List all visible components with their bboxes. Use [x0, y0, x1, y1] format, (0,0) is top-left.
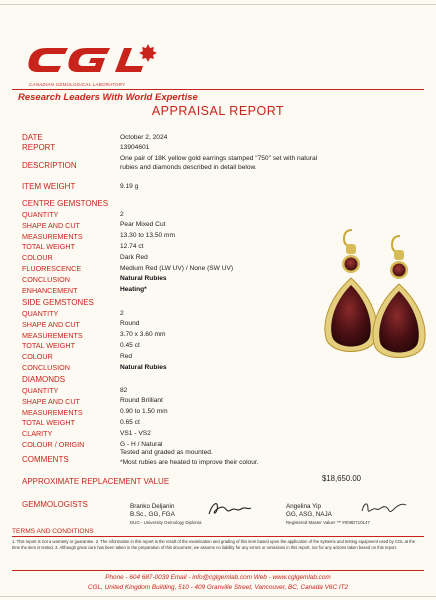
comments-line-1: Tested and graded as mounted. [120, 449, 213, 456]
centre-gemstones-heading: CENTRE GEMSTONES [22, 199, 109, 208]
centre-label-7: ENHANCEMENT [22, 285, 78, 295]
centre-value-2: 13.30 to 13.50 mm [120, 232, 175, 240]
gemmologists-label: GEMMOLOGISTS [22, 500, 88, 509]
centre-value-4: Dark Red [120, 253, 148, 261]
gemmologist-1-credentials: B.Sc., GG, FGA [130, 511, 175, 518]
report-number-label: REPORT [22, 143, 56, 152]
centre-value-3: 12.74 ct [120, 242, 144, 250]
centre-label-3: TOTAL WEIGHT [22, 242, 75, 252]
signature-2-icon [358, 497, 410, 519]
centre-label-2: MEASUREMENTS [22, 231, 83, 241]
signature-1-icon [205, 498, 253, 520]
diamond-value-5: G - H / Natural [120, 440, 163, 448]
footer-rule-top [12, 570, 424, 571]
diamonds-heading: DIAMONDS [22, 375, 66, 384]
lab-name: CANADIAN GEMOLOGICAL LABORATORY [29, 82, 126, 87]
gemmologist-2-note: Registered Master Valuer ™ #009D710147 [286, 520, 370, 525]
replacement-value-label: APPROXIMATE REPLACEMENT VALUE [22, 477, 170, 486]
tagline: Research Leaders With World Expertise [18, 92, 198, 103]
item-weight-value: 9.19 g [120, 183, 139, 190]
report-title: APPRAISAL REPORT [151, 104, 285, 118]
earrings-photo [318, 226, 428, 392]
centre-value-7: Heating* [120, 286, 147, 294]
side-value-2: 3.70 x 3.60 mm [120, 331, 166, 339]
cgl-logo [26, 42, 176, 84]
centre-label-6: CONCLUSION [22, 274, 70, 284]
diamond-label-4: CLARITY [22, 429, 53, 439]
terms-text: 1. This report is not a warranty or guarantee. 2. The information in this report is the result of the examination and grading of this item based upon the application of the systems and testing equipment used by CGL at the time the item is tested. 3. Although great care has been taken in the preparation of this document, we assume no liability for any errors or omissions in this report, nor for any actions taken based on this report. [12, 539, 416, 550]
centre-label-5: FLUORESCENCE [22, 264, 82, 273]
side-label-5: CONCLUSION [22, 363, 70, 372]
diamond-value-0: 82 [120, 386, 128, 394]
side-label-0: QUANTITY [22, 309, 59, 318]
description-value: One pair of 18K yellow gold earrings stamped "750" set with natural rubies and diamonds described in detail below. [120, 155, 318, 171]
centre-value-1: Pear Mixed Cut [120, 221, 166, 229]
gemmologist-2-name: Angelina Yip [286, 503, 322, 510]
centre-value-0: 2 [120, 210, 124, 218]
side-label-3: TOTAL WEIGHT [22, 341, 75, 351]
centre-label-4: COLOUR [22, 253, 53, 263]
diamond-value-2: 0.90 to 1.50 mm [120, 408, 168, 416]
report-number-value: 13904601 [120, 144, 150, 151]
bottom-border-line [0, 596, 436, 597]
side-value-1: Round [120, 320, 140, 328]
comments-label: COMMENTS [22, 455, 69, 464]
date-label: DATE [22, 133, 43, 142]
top-border-line [0, 4, 436, 5]
diamond-label-5: COLOUR / ORIGIN [22, 440, 85, 449]
terms-rule [12, 536, 424, 537]
diamond-label-2: MEASUREMENTS [22, 407, 83, 417]
diamond-label-3: TOTAL WEIGHT [22, 418, 75, 428]
side-label-1: SHAPE AND CUT [22, 319, 80, 329]
comments-line-2: *Most rubies are heated to improve their colour. [120, 459, 259, 466]
centre-value-5: Medium Red (LW UV) / None (SW UV) [120, 264, 234, 272]
side-value-5: Natural Rubies [120, 363, 167, 371]
centre-label-1: SHAPE AND CUT [22, 220, 80, 230]
centre-label-0: QUANTITY [22, 210, 59, 219]
side-label-2: MEASUREMENTS [22, 330, 83, 340]
footer-address: CGL, United Kingdom Building, 510 - 409 Granville Street, Vancouver, BC, Canada V6C IT2 [87, 584, 349, 591]
tagline-rule [12, 89, 424, 90]
diamond-value-3: 0.65 ct [120, 418, 140, 426]
footer-contact: Phone - 604 687-0039 Email - info@cglgemlab.com Web - www.cglgemlab.com [105, 574, 331, 581]
gemmologist-1 [130, 503, 202, 527]
side-gemstones-heading: SIDE GEMSTONES [22, 298, 94, 307]
gemmologist-1-name: Branko Deljanin [130, 503, 175, 510]
tagline-area [12, 89, 424, 103]
diamond-value-4: VS1 - VS2 [120, 429, 151, 437]
terms-title: TERMS AND CONDITIONS [12, 528, 94, 535]
replacement-value: $18,650.00 [322, 474, 362, 483]
gemmologist-2-credentials: GG, ASG, NAJA [286, 511, 332, 518]
side-label-4: COLOUR [22, 352, 53, 362]
side-value-4: Red [120, 352, 133, 360]
side-value-0: 2 [120, 309, 124, 317]
gemmologist-1-note: DUG - University Gemology Diploma [130, 520, 202, 525]
side-value-3: 0.45 ct [120, 341, 140, 349]
date-value: October 2, 2024 [120, 134, 168, 141]
diamond-label-0: QUANTITY [22, 386, 59, 395]
diamond-value-1: Round Brilliant [120, 397, 163, 405]
diamond-label-1: SHAPE AND CUT [22, 396, 80, 406]
description-label: DESCRIPTION [22, 161, 77, 170]
item-weight-label: ITEM WEIGHT [22, 182, 76, 191]
centre-value-6: Natural Rubies [120, 275, 167, 283]
